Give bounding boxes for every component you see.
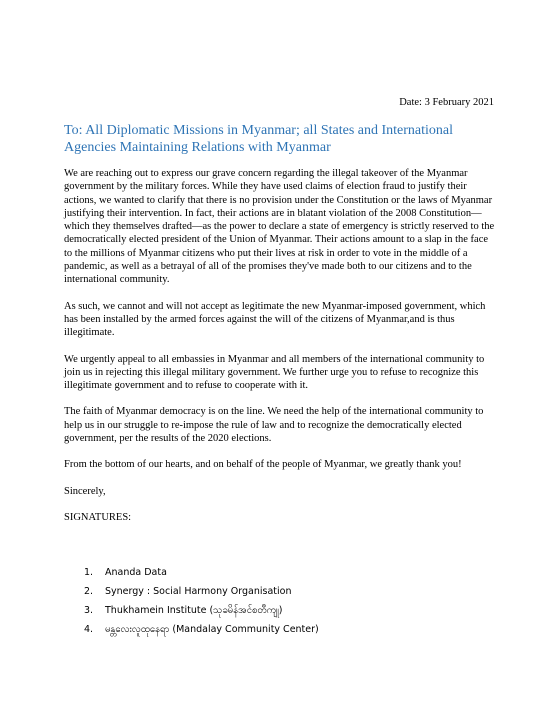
signature-name: Synergy : Social Harmony Organisation <box>105 586 292 597</box>
signature-item <box>64 566 504 585</box>
paragraph-appeal: We urgently appeal to all embassies in Myanmar and all members of the international community to join us in rejecting this illegal military government. We further urge you to refuse to recognize this illegitimate government and to refuse to cooperate with it. <box>64 353 485 392</box>
paragraph-thanks: From the bottom of our hearts, and on behalf of the people of Myanmar, we greatly thank you! <box>64 459 462 471</box>
paragraph-rejection: As such, we cannot and will not accept as legitimate the new Myanmar-imposed government, which has been installed by the armed forces against the will of the citizens of Myanmar,and is thus illegitimate. <box>64 300 486 339</box>
signature-name: Thukhamein Institute (သုခမိန်အင်စတီကျု) <box>105 605 283 616</box>
signature-name: Ananda Data <box>105 567 167 578</box>
paragraph-faith: The faith of Myanmar democracy is on the line. We need the help of the international community to help us in our struggle to re-impose the rule of law and to recognize the democratically elected government, per the results of the 2020 elections. <box>64 406 484 445</box>
signature-number: 3. <box>84 605 94 616</box>
signature-number: 1. <box>84 567 94 578</box>
paragraph-concern: We are reaching out to express our grave concern regarding the illegal takeover of the Myanmar government by the military forces. While they have used claims of election fraud to justify their actions, we wanted to clarify that there is no provision under the Constitution or the laws of Myanmar justifying their intervention. In fact, their actions are in blatant violation of the 2008 Constitution—which they themselves drafted—as the power to declare a state of emergency is strictly reserved to the democratically elected president of the Union of Myanmar. Their actions amount to a slap in the face to the millions of Myanmar citizens who put their lives at risk in order to vote in the middle of a pandemic, as well as a betrayal of all of the promises they've made both to our citizens and to the international community. <box>64 168 495 286</box>
letter-date: Date: 3 February 2021 <box>399 97 494 108</box>
signature-number: 4. <box>84 624 94 635</box>
signature-number: 2. <box>84 586 94 597</box>
closing-sincerely: Sincerely, <box>64 485 106 497</box>
signature-item <box>64 585 504 604</box>
signatures-list <box>64 566 504 642</box>
signatures-heading: SIGNATURES: <box>64 511 132 523</box>
letter-body <box>64 167 496 537</box>
signature-name: မန္တလေးလူထုနေရာ (Mandalay Community Center) <box>105 624 319 635</box>
signature-item <box>64 604 504 623</box>
letter-heading: To: All Diplomatic Missions in Myanmar; all States and International Agencies Maintaining Relations with Myanmar <box>64 123 454 155</box>
signature-item <box>64 623 504 642</box>
